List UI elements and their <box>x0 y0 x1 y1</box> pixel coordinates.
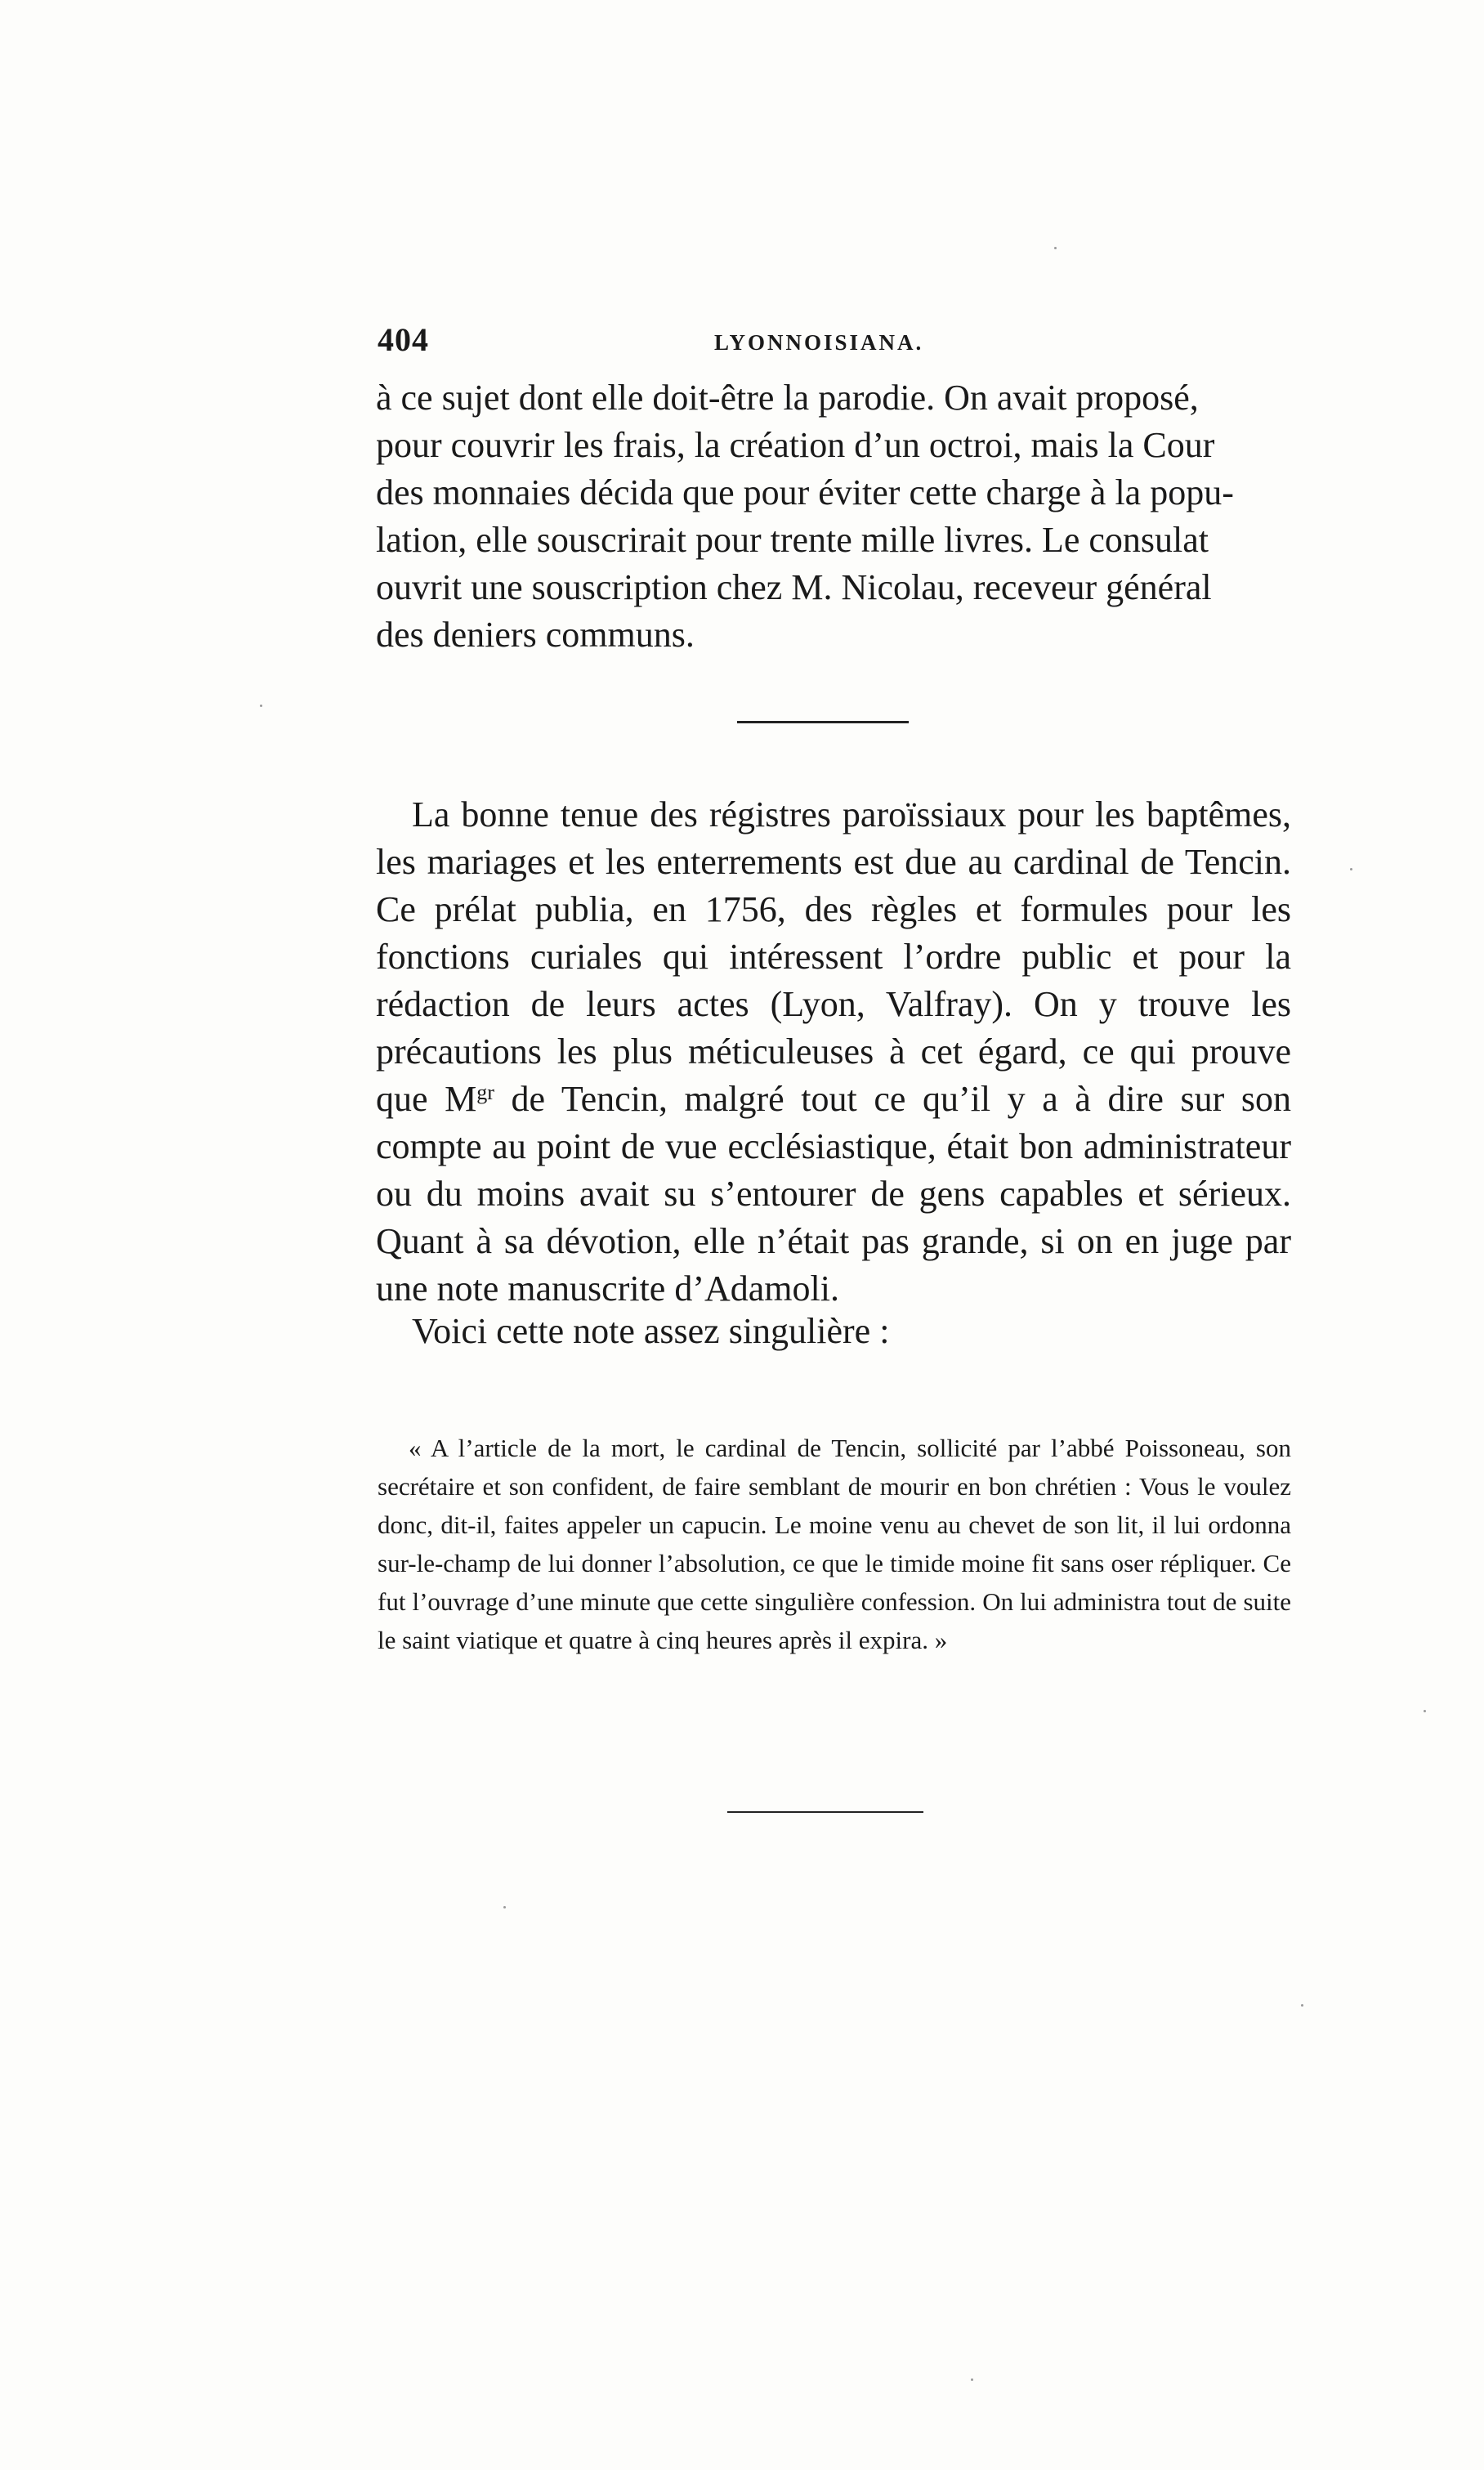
intro-text: Voici cette note assez singulière : <box>412 1311 890 1351</box>
paper-speck <box>1301 2004 1303 2007</box>
text-line: à ce sujet dont elle doit-être la parodie. On avait proposé, <box>376 378 1199 418</box>
section-divider <box>737 721 909 723</box>
text-line: pour couvrir les frais, la création d’un octroi, mais la Cour <box>376 425 1215 465</box>
text-line: lation, elle souscrirait pour trente mille livres. Le consulat <box>376 520 1209 560</box>
paper-speck <box>260 705 262 707</box>
text-after-superscript: de Tencin, malgré tout ce qu’il y a à dire sur son compte au point de vue ecclésiastique, était bon administrateur ou du moins avait su s’entourer de gens capables et sérieux. Quant à sa dévotion, elle n’était pas grande, si on en juge par une note manuscrite d’Adamoli. <box>376 1079 1291 1309</box>
text-line: ouvrit une souscription chez M. Nicolau, receveur général <box>376 567 1212 607</box>
text-line: des monnaies décida que pour éviter cette charge à la popu- <box>376 472 1234 512</box>
running-title: LYONNOISIANA. <box>714 330 924 355</box>
quotation-block: « A l’article de la mort, le cardinal de Tencin, sollicité par l’abbé Poissoneau, son secrétaire et son confident, de faire semblant de mourir en bon chrétien : Vous le voulez donc, dit-il, faites appeler un capucin. Le moine venu au chevet de son lit, il lui ordonna sur-le-champ de lui donner l’absolution, ce que le timide moine fit sans oser répliquer. Ce fut l’ouvrage d’une minute que cette singulière confession. On lui administra tout de suite le saint viatique et quatre à cinq heures après il expira. » <box>378 1434 1291 1654</box>
text-before-superscript: La bonne tenue des régistres paroïssiaux pour les baptêmes, les mariages et les enterrements est due au cardinal de Tencin. Ce prélat publia, en 1756, des règles et formules pour les fonctions curiales qui intéressent l’ordre public et pour la rédaction de leurs actes (Lyon, Valfray). On y trouve les précautions les plus méticuleuses à cet égard, ce qui prouve que M <box>376 794 1291 1119</box>
paragraph-registres <box>376 791 1291 1313</box>
end-divider <box>727 1811 923 1813</box>
paragraph-intro <box>376 1308 1291 1355</box>
paper-speck <box>1350 868 1352 870</box>
running-head <box>378 320 1291 369</box>
paper-speck <box>1054 247 1057 249</box>
superscript-abbreviation: gr <box>476 1081 494 1104</box>
paper-speck <box>971 2378 973 2381</box>
page-number: 404 <box>378 321 429 358</box>
paper-speck <box>503 1906 506 1908</box>
paragraph-text <box>376 791 1291 1313</box>
text-line: des deniers communs. <box>376 615 695 655</box>
paper-speck <box>1424 1710 1426 1712</box>
paragraph-continued <box>376 374 1291 659</box>
